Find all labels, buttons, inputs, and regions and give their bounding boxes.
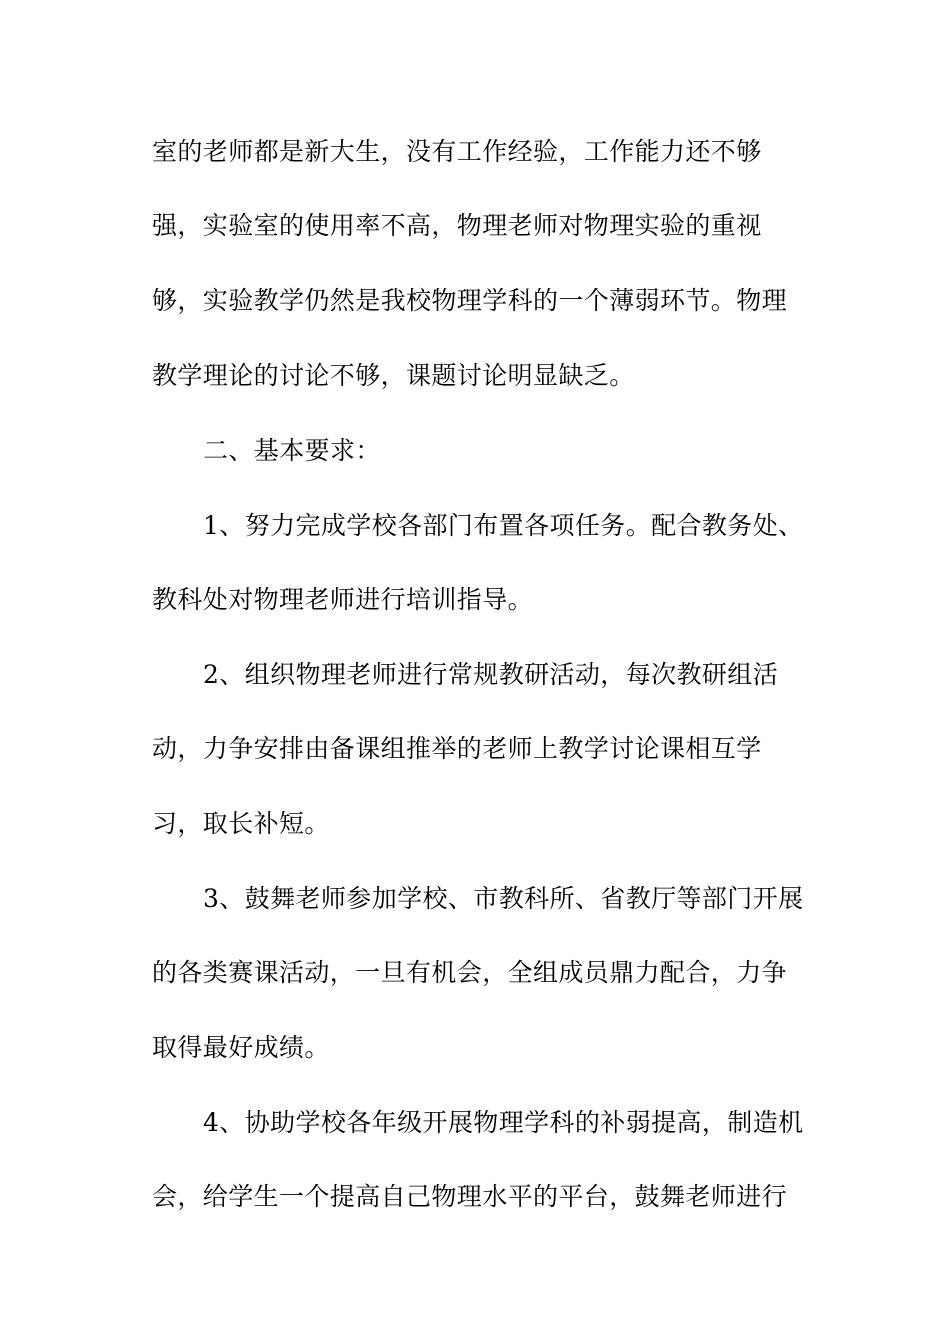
text-line: 室的老师都是新大生，没有工作经验，工作能力还不够 [152, 137, 762, 166]
text-line: 动，力争安排由备课组推举的老师上教学讨论课相互学 [152, 734, 762, 763]
text-line: 的各类赛课活动，一旦有机会，全组成员鼎力配合，力争 [152, 958, 788, 987]
text-line: 2、组织物理老师进行常规教研活动，每次教研组活 [203, 660, 779, 689]
text-line: 强，实验室的使用率不高，物理老师对物理实验的重视 [152, 211, 762, 240]
text-line: 习，取长补短。 [152, 809, 330, 838]
text-line: 会，给学生一个提高自己物理水平的平台，鼓舞老师进行 [152, 1182, 788, 1211]
text-line: 取得最好成绩。 [152, 1033, 330, 1062]
text-line: 够，实验教学仍然是我校物理学科的一个薄弱环节。物理 [152, 286, 788, 315]
text-line: 3、鼓舞老师参加学校、市教科所、省教厅等部门开展 [203, 884, 804, 913]
text-line: 4、协助学校各年级开展物理学科的补弱提高，制造机 [203, 1108, 804, 1137]
text-line: 教学理论的讨论不够，课题讨论明显缺乏。 [152, 361, 635, 390]
text-line: 教科处对物理老师进行培训指导。 [152, 585, 534, 614]
text-line: 1、努力完成学校各部门布置各项任务。配合教务处、 [203, 511, 804, 540]
section-heading: 二、基本要求： [203, 436, 381, 465]
